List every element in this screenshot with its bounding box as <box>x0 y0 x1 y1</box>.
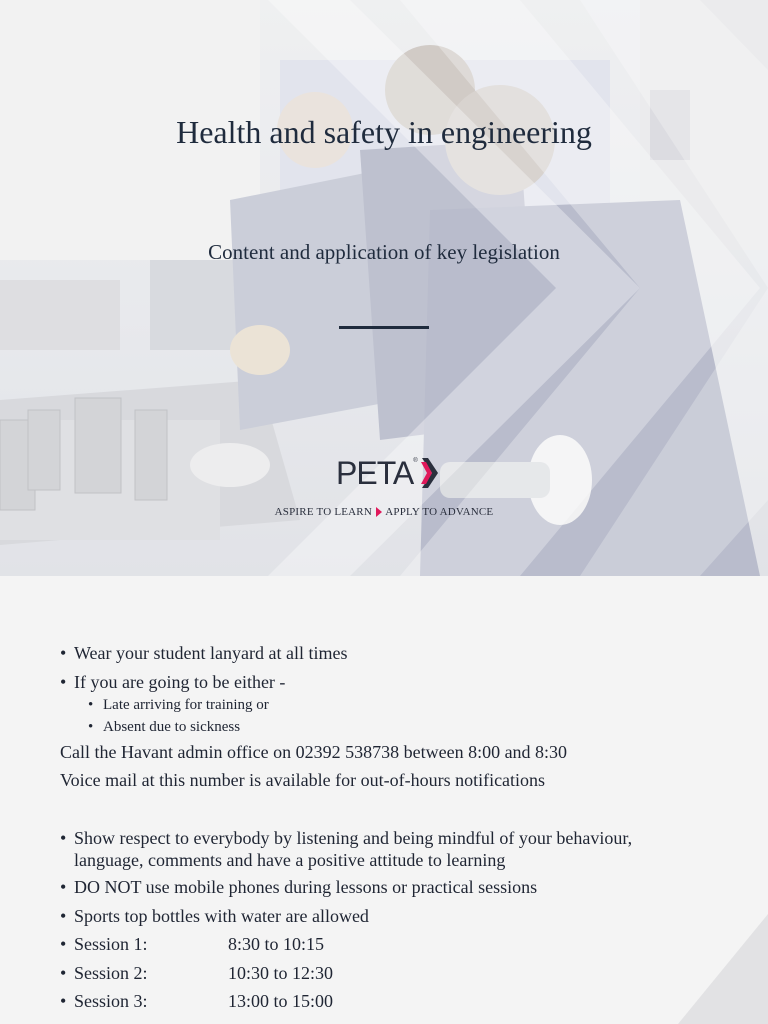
tagline-left: ASPIRE TO LEARN <box>274 506 372 518</box>
tagline <box>0 506 768 518</box>
slide-title: Health and safety in engineering <box>176 114 592 150</box>
bullet: • <box>60 877 67 897</box>
bullet: • <box>88 719 94 735</box>
sub-list-item-text: Absent due to sickness <box>103 719 241 735</box>
session-time: 10:30 to 12:30 <box>228 963 334 983</box>
bullet: • <box>60 906 67 926</box>
session-label: Session 2: <box>74 963 148 983</box>
chevron-right-icon <box>418 452 440 494</box>
title-divider <box>339 326 429 329</box>
list-item-text: Wear your student lanyard at all times <box>74 643 348 663</box>
sub-list-item-text: Late arriving for training or <box>103 697 269 713</box>
list-item <box>60 827 700 871</box>
tagline-right: APPLY TO ADVANCE <box>385 506 494 518</box>
session-time: 13:00 to 15:00 <box>228 991 334 1011</box>
logo-registered-mark: ® <box>413 458 418 464</box>
rules-slide <box>0 576 768 1024</box>
list-item-text: If you are going to be either - <box>74 672 286 692</box>
list-item-text: Sports top bottles with water are allowed <box>74 906 369 926</box>
bullet: • <box>60 991 67 1011</box>
bullet: • <box>88 697 94 713</box>
session-label: Session 3: <box>74 991 148 1011</box>
bullet: • <box>60 934 67 954</box>
call-instruction: Call the Havant admin office on 02392 538738 between 8:00 and 8:30 <box>60 742 568 762</box>
slide-subtitle: Content and application of key legislation <box>208 240 560 264</box>
list-item-text: Show respect to everybody by listening and being mindful of your behaviour, language, comments and have a positive attitude to learning <box>74 828 633 870</box>
bullet: • <box>60 828 67 848</box>
voicemail-note: Voice mail at this number is available for out-of-hours notifications <box>60 770 546 790</box>
list-item-text: DO NOT use mobile phones during lessons or practical sessions <box>74 877 538 897</box>
session-label: Session 1: <box>74 934 148 954</box>
tagline-arrow-icon <box>376 507 382 517</box>
bullet: • <box>60 643 67 663</box>
peta-logo <box>336 452 440 494</box>
bullet: • <box>60 963 67 983</box>
logo-text: PETA <box>336 454 414 491</box>
session-time: 8:30 to 10:15 <box>228 934 325 954</box>
bullet: • <box>60 672 67 692</box>
corner-chevron-decoration <box>678 914 768 1024</box>
